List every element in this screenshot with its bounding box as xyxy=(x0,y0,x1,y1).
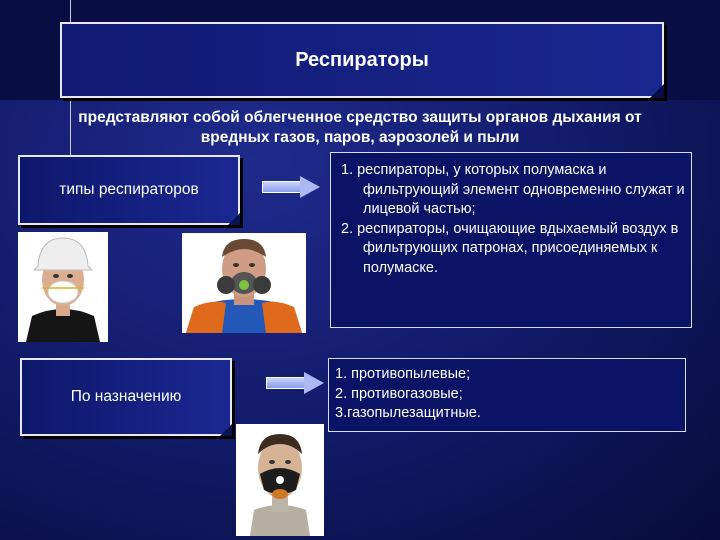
corner-fold xyxy=(228,213,240,225)
subtitle-line-2: вредных газов, паров, аэрозолей и пыли xyxy=(200,129,520,146)
corner-fold xyxy=(650,84,664,98)
corner-fold xyxy=(220,424,232,436)
purpose-list xyxy=(328,358,686,432)
arrow-right-icon xyxy=(262,176,320,198)
list-item: 1. респираторы, у которых полумаска и фильтрующий элемент одновременно служат и лицевой частью; xyxy=(341,162,685,217)
types-label-box xyxy=(18,155,240,225)
purpose-label-box xyxy=(20,358,232,436)
title-box xyxy=(60,22,664,98)
page-title: Респираторы xyxy=(295,48,429,71)
subtitle-line-1: представляют собой облегченное средство защиты органов дыхания от xyxy=(78,109,642,126)
purpose-label: По назначению xyxy=(70,388,182,405)
arrow-right-icon xyxy=(266,372,324,394)
types-label: типы респираторов xyxy=(59,181,199,198)
photo-half-mask-respirator-worker xyxy=(182,233,306,333)
subtitle xyxy=(0,108,720,148)
types-list xyxy=(330,152,692,328)
list-item: 1. противопылевые; xyxy=(335,366,471,382)
photo-mannequin-respirator xyxy=(236,424,324,536)
photo-dust-mask-worker xyxy=(18,232,108,342)
list-item: 3.газопылезащитные. xyxy=(335,405,481,421)
list-item: 2. респираторы, очищающие вдыхаемый воздух в фильтрующих патронах, присоединяемых к полумаске. xyxy=(341,220,679,276)
list-item: 2. противогазовые; xyxy=(335,385,463,402)
